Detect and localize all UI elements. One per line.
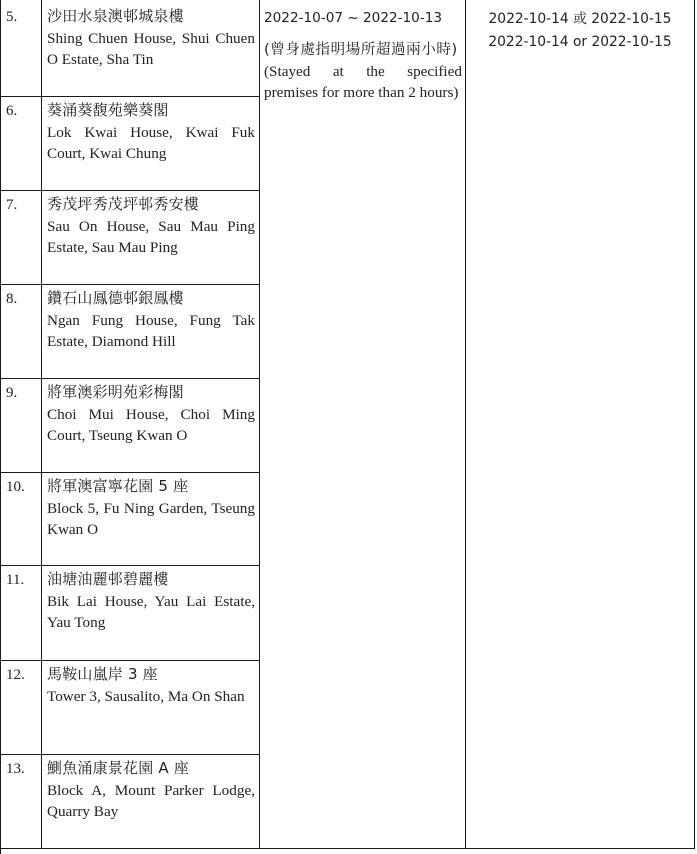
venue-cell bbox=[47, 194, 255, 259]
column-divider-date bbox=[465, 0, 466, 849]
venue-name-zh: 馬鞍山嵐岸 3 座 bbox=[47, 665, 158, 683]
venue-name-zh: 葵涌葵馥苑樂葵閣 bbox=[47, 101, 169, 119]
table-border-right bbox=[694, 0, 695, 849]
venue-cell bbox=[47, 100, 255, 165]
venue-name-en: Shing Chuen House, Shui Chuen O Estate, Sha Tin bbox=[47, 29, 255, 68]
row-divider bbox=[0, 378, 260, 379]
venue-name-zh: 將軍澳彩明苑彩梅閣 bbox=[47, 383, 184, 401]
testing-dates-zh: 2022-10-14 或 2022-10-15 bbox=[488, 11, 672, 27]
venue-name-en: Block A, Mount Parker Lodge, Quarry Bay bbox=[47, 781, 255, 820]
venue-cell bbox=[47, 476, 255, 541]
venue-cell bbox=[47, 6, 255, 71]
venue-name-zh: 鰂魚涌康景花園 A 座 bbox=[47, 759, 189, 777]
venue-name-en: Lok Kwai House, Kwai Fuk Court, Kwai Chung bbox=[47, 123, 255, 162]
venue-name-zh: 沙田水泉澳邨城泉樓 bbox=[47, 7, 184, 25]
table-border-bottom bbox=[0, 848, 695, 849]
row-divider bbox=[0, 190, 260, 191]
venue-cell bbox=[47, 758, 255, 823]
venue-cell bbox=[47, 288, 255, 353]
stay-note-zh: (曾身處指明場所超過兩小時) bbox=[264, 42, 458, 58]
row-number: 11. bbox=[6, 572, 25, 588]
row-divider bbox=[0, 660, 260, 661]
row-number: 7. bbox=[6, 197, 18, 213]
row-number: 13. bbox=[6, 761, 25, 777]
column-divider-venue bbox=[259, 0, 260, 849]
row-divider bbox=[0, 284, 260, 285]
venue-cell bbox=[47, 664, 255, 707]
row-divider bbox=[0, 565, 260, 566]
venue-name-en: Sau On House, Sau Mau Ping Estate, Sau Mau Ping bbox=[47, 217, 255, 256]
row-number: 9. bbox=[6, 385, 18, 401]
stay-note-en: (Stayed at the specified premises for more than 2 hours) bbox=[264, 63, 462, 101]
column-divider-number bbox=[41, 0, 42, 849]
venue-cell bbox=[47, 382, 255, 447]
venue-name-en: Bik Lai House, Yau Lai Estate, Yau Tong bbox=[47, 592, 255, 631]
venue-name-en: Ngan Fung House, Fung Tak Estate, Diamond Hill bbox=[47, 311, 255, 350]
row-divider bbox=[0, 754, 260, 755]
row-number: 10. bbox=[6, 479, 25, 495]
row-number: 12. bbox=[6, 667, 25, 683]
table-border-left bbox=[0, 0, 1, 854]
row-number: 8. bbox=[6, 291, 18, 307]
visit-date-range: 2022-10-07 ~ 2022-10-13 bbox=[264, 10, 443, 26]
venue-name-en: Block 5, Fu Ning Garden, Tseung Kwan O bbox=[47, 499, 255, 538]
venue-cell bbox=[47, 569, 255, 634]
venue-name-en: Choi Mui House, Choi Ming Court, Tseung Kwan O bbox=[47, 405, 255, 444]
row-divider bbox=[0, 472, 260, 473]
row-divider bbox=[0, 96, 260, 97]
row-number: 6. bbox=[6, 103, 18, 119]
venue-name-zh: 油塘油麗邨碧麗樓 bbox=[47, 570, 169, 588]
row-number: 5. bbox=[6, 9, 18, 25]
venue-name-zh: 鑽石山鳳德邨銀鳳樓 bbox=[47, 289, 184, 307]
testing-dates-en: 2022-10-14 or 2022-10-15 bbox=[488, 34, 672, 50]
venue-name-zh: 秀茂坪秀茂坪邨秀安樓 bbox=[47, 195, 200, 213]
visit-date-cell bbox=[264, 8, 462, 103]
testing-date-cell bbox=[470, 8, 690, 54]
venue-name-zh: 將軍澳富寧花園 5 座 bbox=[47, 477, 189, 495]
venue-name-en: Tower 3, Sausalito, Ma On Shan bbox=[47, 687, 245, 705]
